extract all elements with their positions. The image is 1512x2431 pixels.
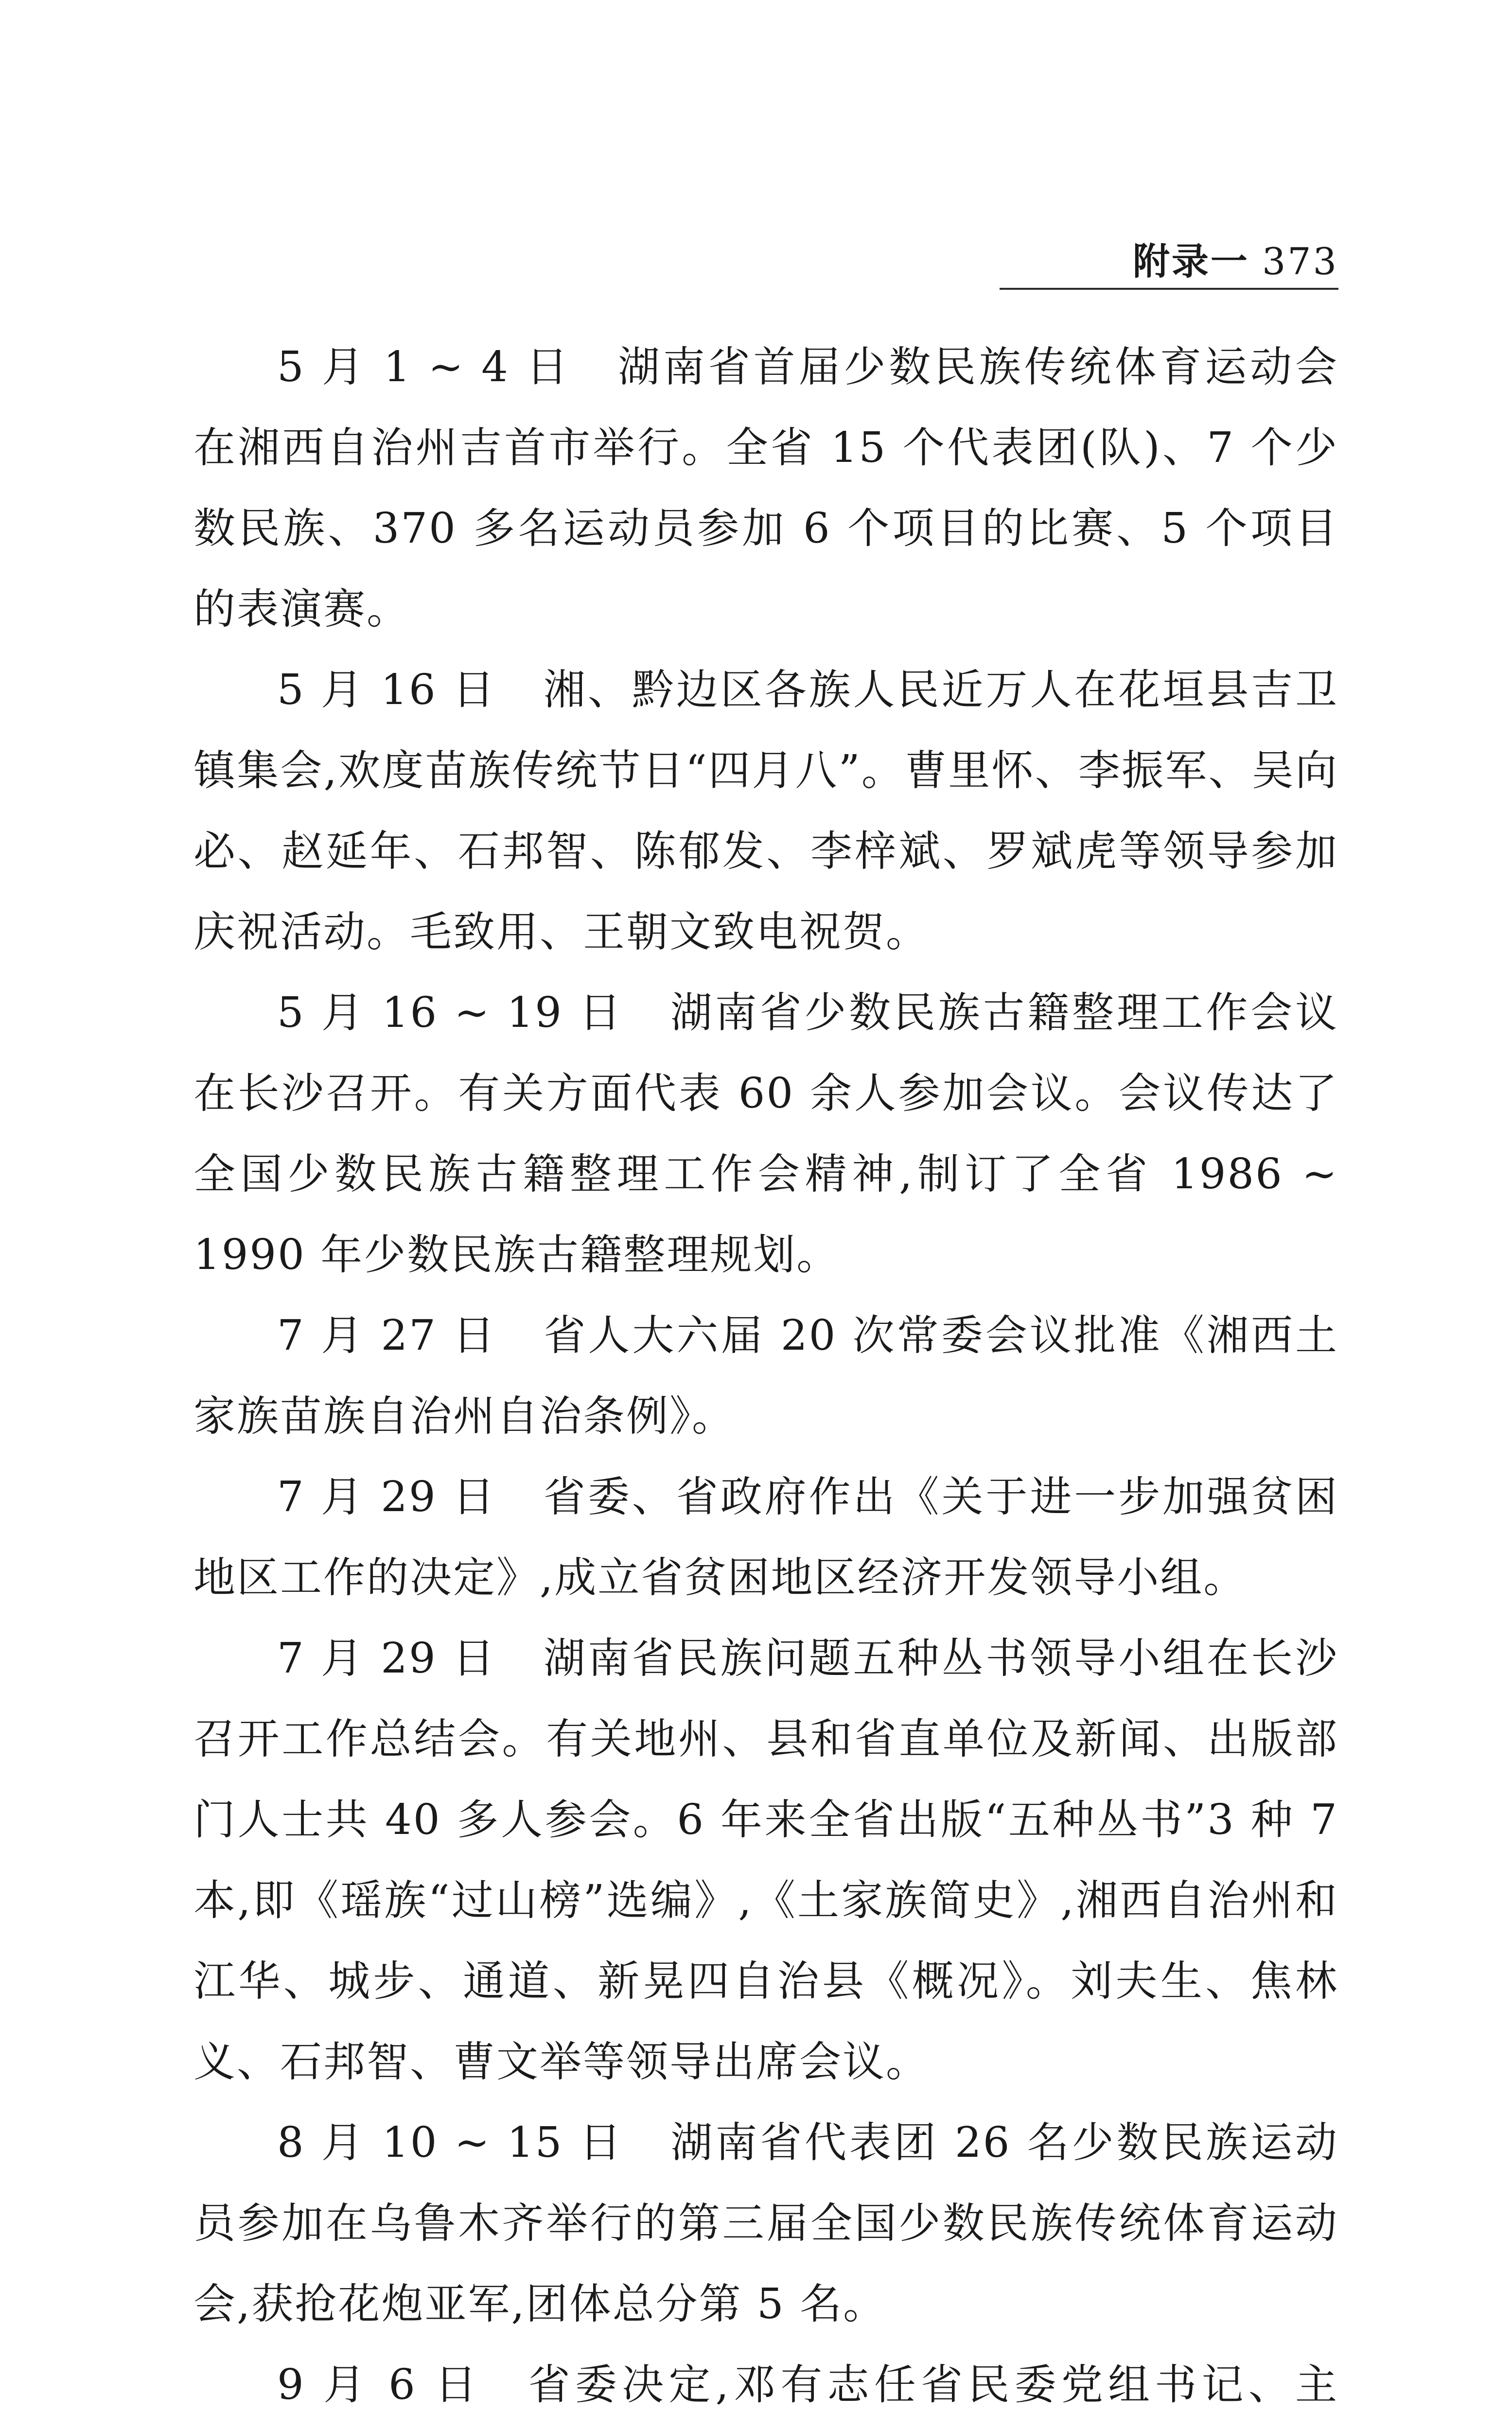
entry-date: 7 月 29 日: [277, 1473, 497, 1521]
running-header: [998, 239, 1338, 284]
entry-text: 湖南省代表团 26 名少数民族运动员参加在乌鲁木齐举行的第三届全国少数民族传统体育运动会,获抢花炮亚军,团体总分第 5 名。: [193, 2118, 1338, 2328]
entry-date: 7 月 27 日: [277, 1311, 497, 1360]
entry-text: 湖南省少数民族古籍整理工作会议在长沙召开。有关方面代表 60 余人参加会议。会议传达了全国少数民族古籍整理工作会精神,制订了全省 1986 ~ 1990 年少数民族古籍整理规划。: [193, 988, 1339, 1279]
entry-date: 8 月 10 ~ 15 日: [277, 2118, 624, 2167]
chronology-entries: [193, 327, 1338, 2431]
entry-text: 湖南省首届少数民族传统体育运动会在湘西自治州吉首市举行。全省 15 个代表团(队)、7 个少数民族、370 多名运动员参加 6 个项目的比赛、5 个项目的表演赛。: [193, 343, 1339, 634]
entry-text: 湖南省民族问题五种丛书领导小组在长沙召开工作总结会。有关地州、县和省直单位及新闻、出版部门人士共 40 多人参会。6 年来全省出版“五种丛书”3 种 7 本,即《瑶族“过山榜”选编》,《土家族简史》,湘西自治州和江华、城步、通道、新晃四自治县《概况》。刘夫生、焦林义、石邦智、曹文举等领导出席会议。: [193, 1634, 1339, 2086]
entry: [193, 1618, 1338, 2102]
entry: [193, 972, 1338, 1295]
entry: [193, 2344, 1338, 2431]
entry: [193, 2102, 1338, 2344]
entry-date: 5 月 1 ~ 4 日: [277, 343, 571, 391]
entry-date: 9 月 6 日: [277, 2361, 482, 2409]
entry-text: 省委、省政府作出《关于进一步加强贫困地区工作的决定》,成立省贫困地区经济开发领导小组。: [193, 1473, 1339, 1602]
section-title: 附录一: [1132, 240, 1249, 283]
entry: [193, 1295, 1338, 1457]
entry-date: 5 月 16 ~ 19 日: [277, 988, 624, 1037]
entry: [193, 650, 1338, 972]
entry-date: 5 月 16 日: [277, 666, 497, 714]
entry-text: 省委决定,邓有志任省民委党组书记、主: [528, 2361, 1338, 2409]
page-number: 373: [1262, 240, 1338, 283]
entry-text: 湘、黔边区各族人民近万人在花垣县吉卫镇集会,欢度苗族传统节日“四月八”。曹里怀、李振军、吴向必、赵延年、石邦智、陈郁发、李梓斌、罗斌虎等领导参加庆祝活动。毛致用、王朝文致电祝贺。: [193, 666, 1339, 956]
header-rule: [1000, 288, 1338, 290]
entry-date: 7 月 29 日: [277, 1634, 497, 1683]
entry: [193, 1457, 1338, 1618]
entry: [193, 327, 1338, 650]
entry-text: 省人大六届 20 次常委会议批准《湘西土家族苗族自治州自治条例》。: [193, 1311, 1338, 1441]
